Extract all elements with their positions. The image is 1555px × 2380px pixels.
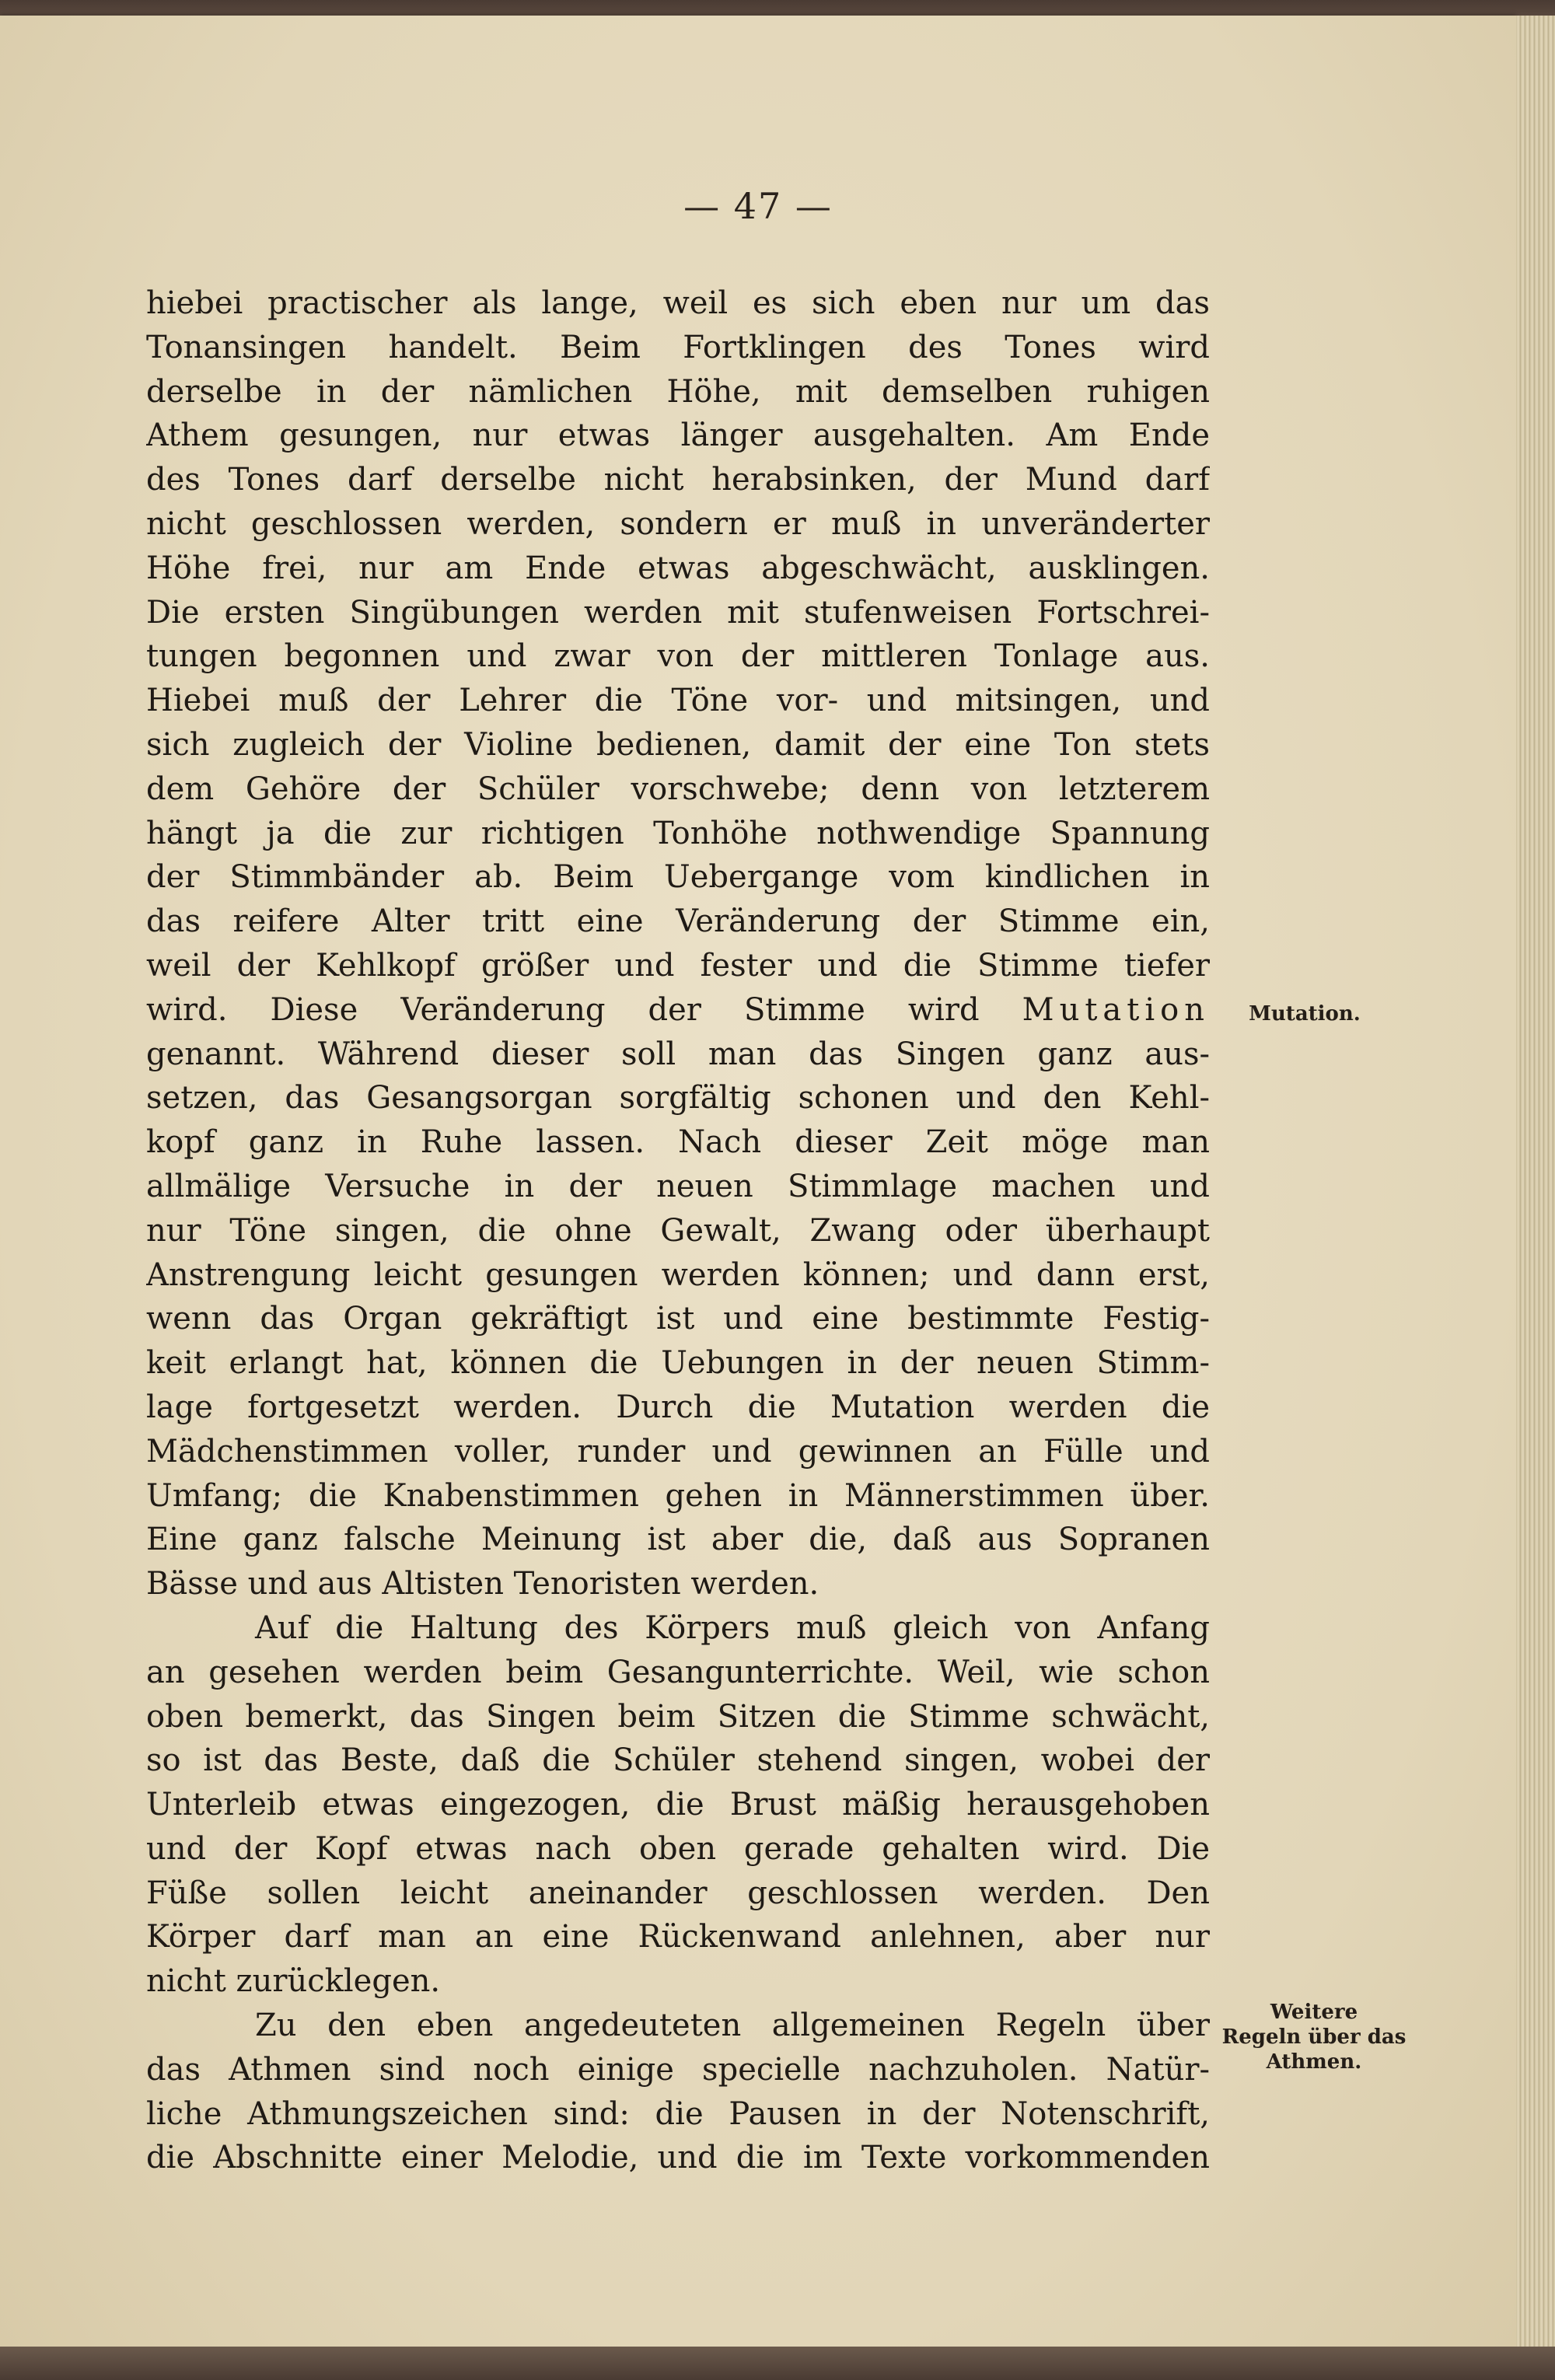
margin-note-line: Regeln über das	[1221, 2025, 1406, 2049]
text-line: liche Athmungszeichen sind: die Pausen in der Notenschrift,	[146, 2095, 1210, 2132]
text-line: an gesehen werden beim Gesangunterrichte. Weil, wie schon	[146, 1654, 1210, 1690]
text-segment: wird. Diese Veränderung der Stimme wird	[146, 991, 1022, 1028]
page-stack-edge	[1516, 16, 1555, 2356]
book-cover-bottom-edge	[0, 2347, 1555, 2380]
text-line: hiebei practischer als lange, weil es sich eben nur um das	[146, 285, 1210, 321]
text-line: Auf die Haltung des Körpers muß gleich von Anfang	[255, 1609, 1210, 1646]
text-line: das reifere Alter tritt eine Veränderung der Stimme ein,	[146, 903, 1210, 940]
text-line: nicht zurücklegen.	[146, 1963, 441, 2000]
margin-note-line: Athmen.	[1266, 2050, 1362, 2074]
text-line: weil der Kehlkopf größer und fester und die Stimme tiefer	[146, 947, 1210, 984]
text-line: setzen, das Gesangsorgan sorgfältig schonen und den Kehl-	[146, 1080, 1210, 1117]
margin-note-line: Weitere	[1270, 2001, 1358, 2024]
text-line: hängt ja die zur richtigen Tonhöhe nothwendige Spannung	[146, 815, 1210, 851]
text-line: keit erlangt hat, können die Uebungen in der neuen Stimm-	[146, 1345, 1210, 1382]
body-text	[146, 281, 1210, 2180]
text-line: oben bemerkt, das Singen beim Sitzen die Stimme schwächt,	[146, 1698, 1210, 1735]
text-line: Eine ganz falsche Meinung ist aber die, daß aus Sopranen	[146, 1522, 1210, 1558]
text-line: Zu den eben angedeuteten allgemeinen Regeln über	[255, 2008, 1210, 2044]
text-line: Athem gesungen, nur etwas länger ausgehalten. Am Ende	[146, 418, 1210, 454]
text-line: Tonansingen handelt. Beim Fortklingen des Tones wird	[146, 329, 1210, 365]
text-line: dem Gehöre der Schüler vorschwebe; denn von letzterem	[146, 771, 1210, 807]
emphasized-term: Mutation	[1022, 991, 1210, 1028]
text-line: Anstrengung leicht gesungen werden können; und dann erst,	[146, 1256, 1210, 1293]
text-line: Hiebei muß der Lehrer die Töne vor- und mitsingen, und	[146, 683, 1210, 719]
text-line: Unterleib etwas eingezogen, die Brust mäßig herausgehoben	[146, 1787, 1210, 1823]
text-line: genannt. Während dieser soll man das Singen ganz aus-	[146, 1036, 1210, 1072]
text-line: die Abschnitte einer Melodie, und die im Texte vorkommenden	[146, 2140, 1210, 2176]
page-number: — 47 —	[683, 185, 833, 227]
text-line: Körper darf man an eine Rückenwand anlehnen, aber nur	[146, 1919, 1210, 1955]
text-line: Bässe und aus Altisten Tenoristen werden.	[146, 1566, 819, 1602]
text-line: Die ersten Singübungen werden mit stufenweisen Fortschrei-	[146, 594, 1210, 631]
text-line: tungen begonnen und zwar von der mittleren Tonlage aus.	[146, 638, 1210, 675]
text-line: Höhe frei, nur am Ende etwas abgeschwächt, ausklingen.	[146, 550, 1210, 586]
book-page	[0, 16, 1516, 2356]
text-line: und der Kopf etwas nach oben gerade gehalten wird. Die	[146, 1830, 1210, 1867]
text-line: lage fortgesetzt werden. Durch die Mutation werden die	[146, 1389, 1210, 1425]
text-line: Umfang; die Knabenstimmen gehen in Männerstimmen über.	[146, 1477, 1210, 1514]
text-line: wenn das Organ gekräftigt ist und eine bestimmte Festig-	[146, 1301, 1210, 1337]
text-line: nicht geschlossen werden, sondern er muß in unveränderter	[146, 505, 1210, 542]
text-line: Mädchenstimmen voller, runder und gewinnen an Fülle und	[146, 1433, 1210, 1470]
text-line-mutation	[146, 988, 1210, 1033]
text-line: allmälige Versuche in der neuen Stimmlage machen und	[146, 1168, 1210, 1204]
text-line: so ist das Beste, daß die Schüler stehend singen, wobei der	[146, 1742, 1210, 1779]
text-line: der Stimmbänder ab. Beim Uebergange vom kindlichen in	[146, 859, 1210, 896]
text-line: Füße sollen leicht aneinander geschlossen werden. Den	[146, 1875, 1210, 1911]
text-line: nur Töne singen, die ohne Gewalt, Zwang oder überhaupt	[146, 1212, 1210, 1249]
text-line: kopf ganz in Ruhe lassen. Nach dieser Zeit möge man	[146, 1124, 1210, 1161]
text-line: derselbe in der nämlichen Höhe, mit demselben ruhigen	[146, 373, 1210, 410]
margin-note-mutation: Mutation.	[1249, 1002, 1361, 1026]
text-line: sich zugleich der Violine bedienen, damit der eine Ton stets	[146, 726, 1210, 763]
text-line: das Athmen sind noch einige specielle nachzuholen. Natür-	[146, 2051, 1210, 2088]
margin-note-regeln	[1221, 2000, 1407, 2074]
text-line: des Tones darf derselbe nicht herabsinken, der Mund darf	[146, 462, 1210, 498]
